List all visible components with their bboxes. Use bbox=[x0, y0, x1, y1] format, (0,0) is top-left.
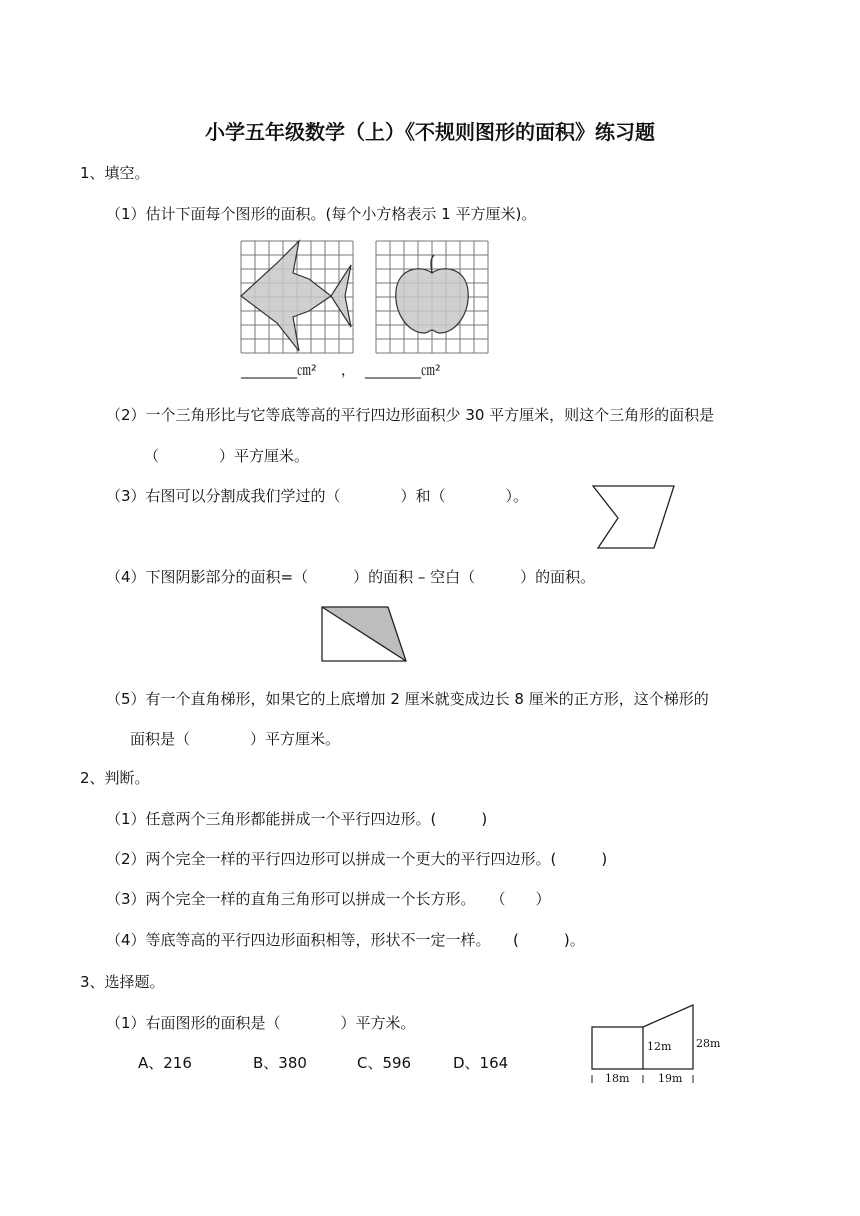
question-text: （1）估计下面每个图形的面积。(每个小方格表示 1 平方厘米)。 bbox=[106, 205, 537, 223]
height-label-28m: 28m bbox=[696, 1037, 721, 1050]
option-d[interactable]: D、164 bbox=[453, 1054, 509, 1072]
option-a[interactable]: A、216 bbox=[138, 1054, 192, 1072]
section-heading: 2、判断。 bbox=[80, 769, 150, 787]
estimate-answer-blank-2[interactable]: ________㎝² bbox=[365, 363, 441, 379]
question-text: （3）右图可以分割成我们学过的（ ）和（ ）。 bbox=[106, 487, 529, 505]
base-label-18m: 18m bbox=[605, 1072, 630, 1085]
question-text: （1）右面图形的面积是（ ）平方米。 bbox=[106, 1014, 416, 1032]
option-b[interactable]: B、380 bbox=[253, 1054, 307, 1072]
question-text: （1）任意两个三角形都能拼成一个平行四边形。( ) bbox=[106, 810, 488, 828]
question-text: 面积是（ ）平方厘米。 bbox=[130, 730, 341, 748]
notched-parallelogram-figure bbox=[590, 484, 686, 550]
question-text: （5）有一个直角梯形，如果它的上底增加 2 厘米就变成边长 8 厘米的正方形，这个梯形的 bbox=[106, 690, 709, 708]
section-heading: 3、选择题。 bbox=[80, 973, 165, 991]
question-text: （3）两个完全一样的直角三角形可以拼成一个长方形。 （ ） bbox=[106, 890, 551, 908]
fish-grid-figure bbox=[241, 241, 353, 353]
question-text: （2）两个完全一样的平行四边形可以拼成一个更大的平行四边形。( ) bbox=[106, 850, 608, 868]
estimate-answer-blank-1[interactable]: ________㎝² bbox=[241, 363, 317, 379]
height-label-12m: 12m bbox=[647, 1040, 672, 1053]
option-c[interactable]: C、596 bbox=[357, 1054, 412, 1072]
question-text: （4）等底等高的平行四边形面积相等，形状不一定一样。 ( )。 bbox=[106, 931, 585, 949]
blank-separator: ， bbox=[341, 363, 355, 379]
question-text: （2）一个三角形比与它等底等高的平行四边形面积少 30 平方厘米，则这个三角形的面积是 bbox=[106, 406, 715, 424]
question-text: （ ）平方厘米。 bbox=[144, 447, 310, 465]
question-text: （4）下图阴影部分的面积=（ ）的面积 – 空白（ ）的面积。 bbox=[106, 568, 596, 586]
shaded-trapezoid-figure bbox=[320, 605, 410, 663]
base-label-19m: 19m bbox=[658, 1072, 683, 1085]
apple-grid-figure bbox=[376, 241, 488, 353]
page-title: 小学五年级数学（上）《不规则图形的面积》练习题 bbox=[205, 120, 655, 144]
section-heading: 1、填空。 bbox=[80, 164, 150, 182]
